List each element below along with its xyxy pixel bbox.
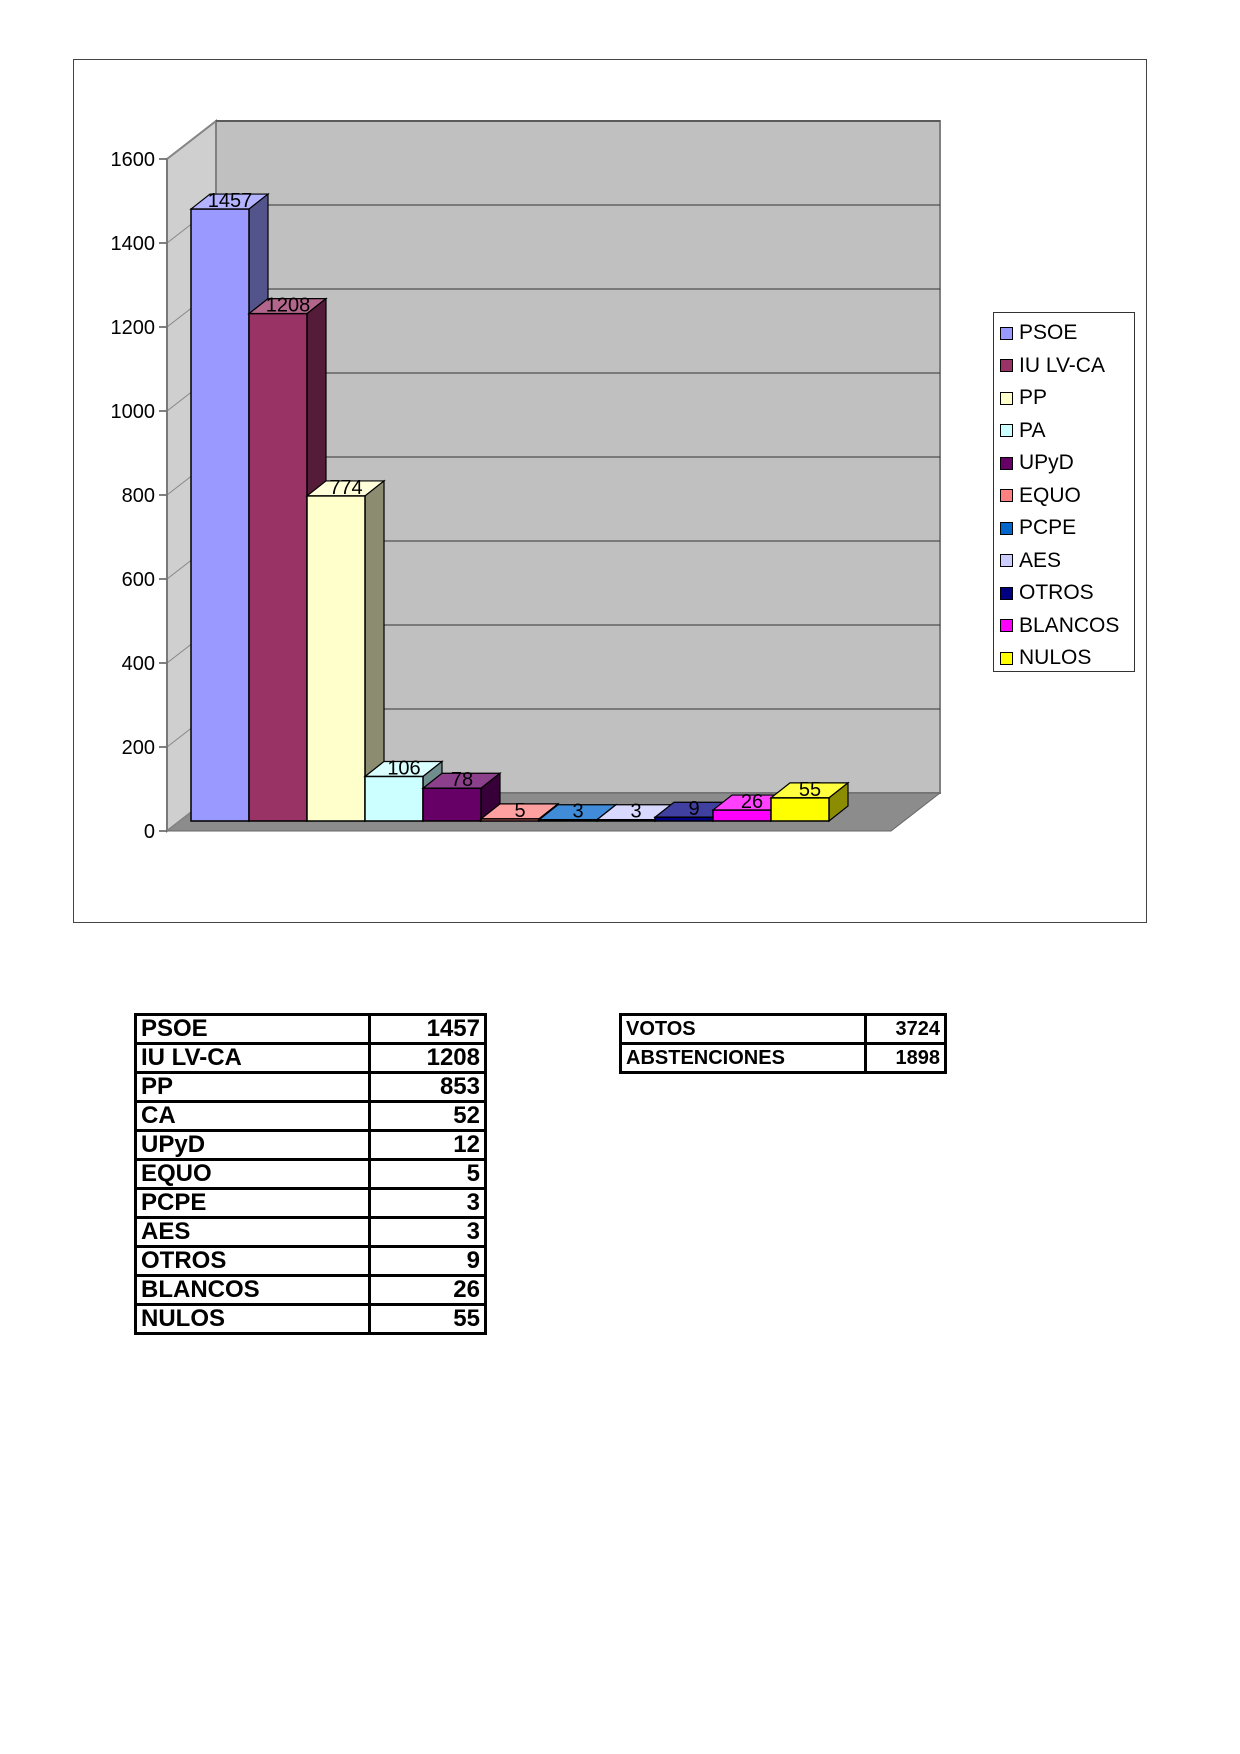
legend-label: UPyD [1019,451,1074,475]
row-label: BLANCOS [136,1276,370,1305]
legend-swatch [1000,327,1013,340]
legend-swatch [1000,392,1013,405]
y-tick-label: 1200 [110,317,155,339]
legend-item [1000,512,1134,545]
y-tick-label: 1600 [110,149,155,171]
bar-OTROS [655,817,713,821]
legend-item [1000,382,1134,415]
legend-item [1000,350,1134,383]
row-value: 5 [369,1160,485,1189]
legend-swatch [1000,457,1013,470]
row-label: PCPE [136,1189,370,1218]
row-value: 853 [369,1073,485,1102]
y-tick-label: 1400 [110,233,155,255]
data-label-PA: 106 [387,757,421,780]
table-row [136,1305,486,1334]
legend-label: IU LV-CA [1019,353,1105,377]
row-value: 3724 [865,1015,945,1044]
legend-item [1000,447,1134,480]
bar-UPyD [423,788,481,821]
row-value: 52 [369,1102,485,1131]
legend-item [1000,610,1134,643]
row-value: 26 [369,1276,485,1305]
row-value: 9 [369,1247,485,1276]
legend-item [1000,577,1134,610]
table-row [136,1247,486,1276]
chart-legend [993,312,1135,672]
legend-label: OTROS [1019,581,1094,605]
data-label-PP: 774 [329,476,363,499]
data-label-OTROS: 9 [688,798,700,821]
bar-PA [365,776,423,821]
y-tick-label: 1000 [110,401,155,423]
bar-PSOE [191,209,249,821]
legend-label: PCPE [1019,516,1077,540]
legend-label: BLANCOS [1019,613,1120,637]
legend-label: AES [1019,548,1062,572]
legend-swatch [1000,554,1013,567]
legend-label: PA [1019,418,1046,442]
row-label: NULOS [136,1305,370,1334]
row-label: OTROS [136,1247,370,1276]
bar-PP [307,496,365,821]
row-value: 1457 [369,1015,485,1044]
table-row [136,1131,486,1160]
table-row [621,1044,946,1073]
bar-AES [597,820,655,821]
data-label-UPyD: 78 [450,769,474,792]
legend-item [1000,545,1134,578]
bar-NULOS [771,798,829,821]
data-label-BLANCOS: 26 [740,791,764,814]
row-label: VOTOS [621,1015,866,1044]
y-tick-label: 200 [121,737,155,759]
votes-summary-table [619,1013,947,1074]
legend-swatch [1000,424,1013,437]
y-tick-label: 400 [121,653,155,675]
data-label-PSOE: 1457 [207,190,253,213]
row-label: IU LV-CA [136,1044,370,1073]
legend-label: PSOE [1019,321,1078,345]
row-label: UPyD [136,1131,370,1160]
row-label: EQUO [136,1160,370,1189]
data-label-NULOS: 55 [798,778,822,801]
legend-item [1000,415,1134,448]
bar-PCPE [539,820,597,821]
legend-label: EQUO [1019,483,1081,507]
bar-IU LV-CA [249,314,307,821]
legend-swatch [1000,489,1013,502]
y-tick-label: 800 [121,485,155,507]
row-value: 1898 [865,1044,945,1073]
row-label: PSOE [136,1015,370,1044]
row-label: AES [136,1218,370,1247]
table-row [136,1160,486,1189]
table-row [136,1015,486,1044]
row-value: 3 [369,1189,485,1218]
legend-swatch [1000,359,1013,372]
data-label-IU LV-CA: 1208 [265,294,311,317]
data-label-AES: 3 [630,800,642,823]
table-row [136,1102,486,1131]
y-tick-label: 600 [121,569,155,591]
legend-swatch [1000,587,1013,600]
data-label-PCPE: 3 [572,800,584,823]
row-value: 1208 [369,1044,485,1073]
data-label-EQUO: 5 [514,799,526,822]
row-value: 3 [369,1218,485,1247]
legend-swatch [1000,619,1013,632]
parties-results-table [134,1013,487,1335]
table-row [136,1073,486,1102]
bar-chart [73,59,1147,923]
legend-item [1000,480,1134,513]
table-row [136,1276,486,1305]
table-row [621,1015,946,1044]
row-value: 12 [369,1131,485,1160]
row-label: PP [136,1073,370,1102]
row-label: ABSTENCIONES [621,1044,866,1073]
bar-EQUO [481,819,539,821]
legend-label: NULOS [1019,646,1092,670]
legend-item [1000,317,1134,350]
table-row [136,1189,486,1218]
legend-label: PP [1019,386,1048,410]
row-value: 55 [369,1305,485,1334]
table-row [136,1218,486,1247]
row-label: CA [136,1102,370,1131]
table-row [136,1044,486,1073]
legend-item [1000,642,1134,675]
legend-swatch [1000,652,1013,665]
legend-swatch [1000,522,1013,535]
y-tick-label: 0 [143,821,155,843]
